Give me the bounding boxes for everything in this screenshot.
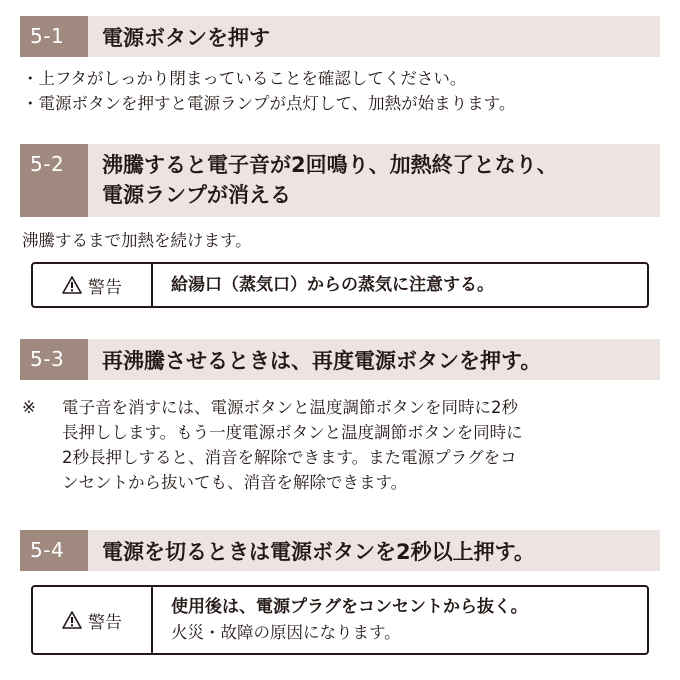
note-line: 2秒長押しすると、消音を解除できます。また電源プラグをコ <box>62 448 517 467</box>
section-title <box>88 339 660 380</box>
section-number: 5-2 <box>20 144 88 217</box>
warning-content <box>153 264 647 306</box>
warning-label-text: 警告 <box>88 612 122 633</box>
section-5-2-body: 沸騰するまで加熱を続けます。 <box>22 231 252 250</box>
warning-triangle-icon <box>62 276 82 294</box>
bullet-line: ・上フタがしっかり閉まっていることを確認してください。 <box>22 69 467 88</box>
section-header-5-1 <box>20 16 660 57</box>
section-title-line: 電源ランプが消える <box>102 183 291 207</box>
warning-triangle-icon <box>62 611 82 629</box>
warning-sub-text: 火災・故障の原因になります。 <box>171 623 401 642</box>
section-number: 5-4 <box>20 530 88 571</box>
section-5-3-note <box>22 395 662 495</box>
warning-box <box>31 585 649 655</box>
section-title <box>88 144 660 217</box>
section-title <box>88 16 660 57</box>
warning-label <box>33 587 153 653</box>
note-line: 長押しします。もう一度電源ボタンと温度調節ボタンを同時に <box>62 423 523 442</box>
warning-label <box>33 264 153 306</box>
section-header-5-4 <box>20 530 660 571</box>
section-5-1-body <box>22 66 662 116</box>
warning-label-text: 警告 <box>88 277 122 298</box>
warning-content <box>153 587 647 653</box>
section-number: 5-3 <box>20 339 88 380</box>
warning-main-text: 使用後は、電源プラグをコンセントから抜く。 <box>171 597 528 617</box>
section-title-line: 電源を切るときは電源ボタンを2秒以上押す。 <box>102 540 535 564</box>
reference-mark: ※ <box>22 398 36 417</box>
bullet-line: ・電源ボタンを押すと電源ランプが点灯して、加熱が始まります。 <box>22 94 516 113</box>
section-title-line: 再沸騰させるときは、再度電源ボタンを押す。 <box>102 349 542 373</box>
section-header-5-2 <box>20 144 660 217</box>
section-title-line: 沸騰すると電子音が2回鳴り、加熱終了となり、 <box>102 153 558 177</box>
warning-box <box>31 262 649 308</box>
section-header-5-3 <box>20 339 660 380</box>
section-title <box>88 530 660 571</box>
note-line: ンセントから抜いても、消音を解除できます。 <box>62 473 408 492</box>
section-number: 5-1 <box>20 16 88 57</box>
note-line: 電子音を消すには、電源ボタンと温度調節ボタンを同時に2秒 <box>62 398 518 417</box>
warning-main-text: 給湯口（蒸気口）からの蒸気に注意する。 <box>171 275 494 295</box>
section-title-line: 電源ボタンを押す <box>102 26 270 50</box>
